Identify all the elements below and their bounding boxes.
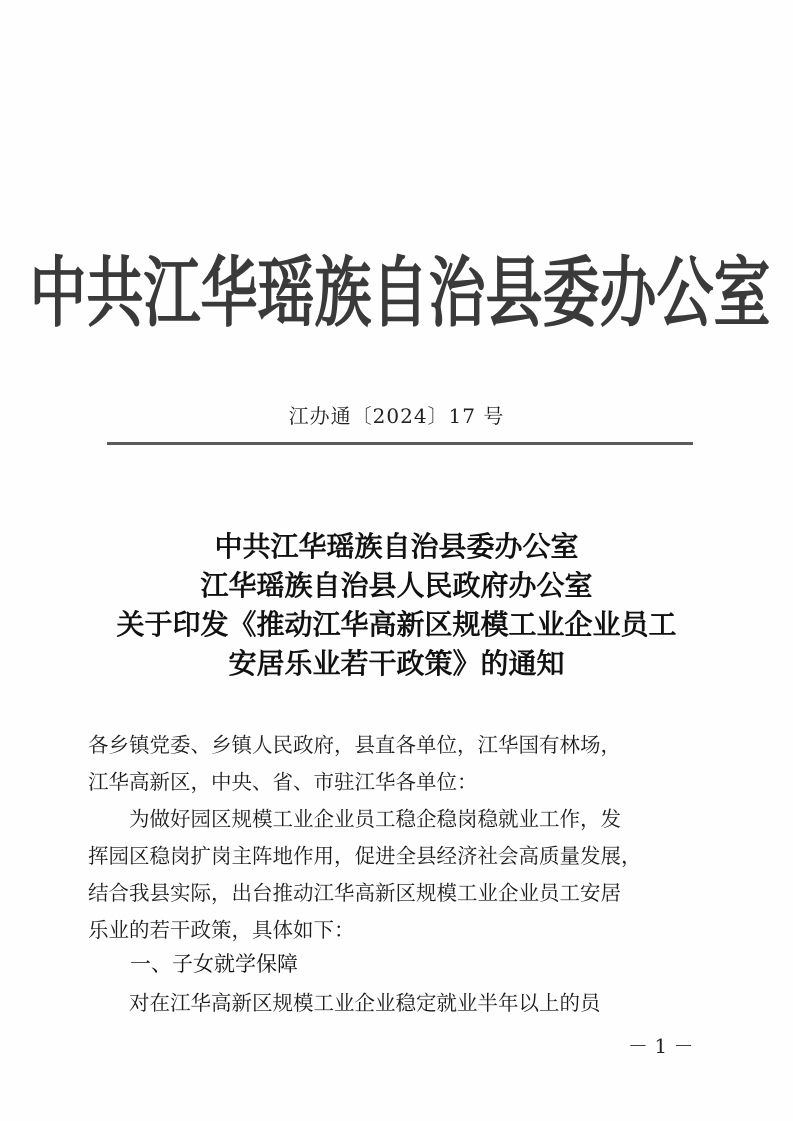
- document-number: 江办通〔2024〕17 号: [288, 404, 505, 428]
- page-number: － 1 －: [628, 1034, 694, 1058]
- intro-line: 乐业的若干政策，具体如下：: [88, 918, 355, 942]
- intro-line: 为做好园区规模工业企业员工稳企稳岗稳就业工作，发: [88, 807, 621, 831]
- separator-rule: [107, 442, 693, 445]
- addressee-line: 各乡镇党委、乡镇人民政府，县直各单位，江华国有林场，: [88, 733, 621, 757]
- section-paragraph-line: 对在江华高新区规模工业企业稳定就业半年以上的员: [88, 991, 601, 1015]
- title-line: 安居乐业若干政策》的通知: [228, 647, 565, 680]
- title-line: 关于印发《推动江华高新区规模工业企业员工: [116, 608, 677, 641]
- addressee-line: 江华高新区，中央、省、市驻江华各单位：: [88, 770, 478, 794]
- intro-line: 挥园区稳岗扩岗主阵地作用，促进全县经济社会高质量发展，: [88, 844, 642, 868]
- title-line: 中共江华瑶族自治县委办公室: [214, 530, 579, 563]
- issuer-masthead: 中共江华瑶族自治县委办公室: [29, 249, 771, 339]
- title-line: 江华瑶族自治县人民政府办公室: [200, 569, 593, 602]
- intro-line: 结合我县实际，出台推动江华高新区规模工业企业员工安居: [88, 881, 621, 905]
- section-heading: 一、子女就学保障: [130, 952, 298, 976]
- document-title: [0, 527, 793, 683]
